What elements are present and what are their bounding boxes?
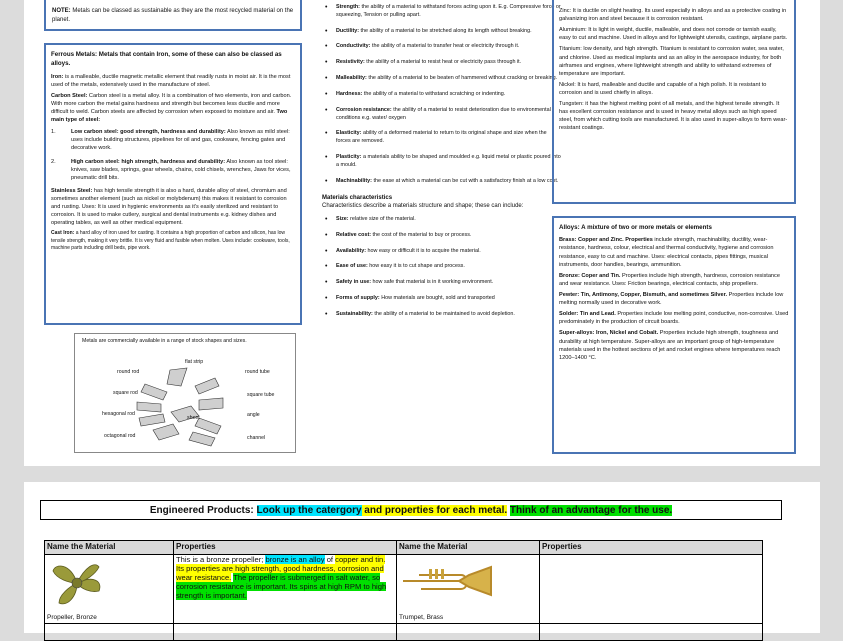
note-box xyxy=(44,0,302,31)
empty-cell[interactable] xyxy=(45,624,174,641)
material-cell-propeller[interactable] xyxy=(45,555,174,624)
characteristics-list xyxy=(322,216,562,319)
note-label: NOTE: xyxy=(52,8,71,14)
label-hexagonal-rod: hexagonal rod xyxy=(102,411,135,417)
characteristic-item: • Size: relative size of the material. xyxy=(322,216,562,224)
empty-cell[interactable] xyxy=(174,624,397,641)
propeller-image xyxy=(47,557,107,609)
characteristic-item: • Forms of supply: How materials are bought, sold and transported xyxy=(322,295,562,303)
characteristic-item: • Ease of use: how easy it is to cut shape and process. xyxy=(322,263,562,271)
property-item: • Conductivity: the ability of a material to transfer heat or electricity through it. xyxy=(322,43,562,51)
property-item: • Elasticity: ability of a deformed material to return to its original shape and size when the forces are removed. xyxy=(322,130,562,146)
bronze-paragraph: Bronze: Coper and Tin. Properties include high strength, hardness, corrosion resistance and wear resistance. Uses: Friction bearings, electrical contacts, ship propellers. xyxy=(559,272,780,287)
characteristic-item: • Safety in use: how safe that material is in it working environment. xyxy=(322,279,562,287)
label-octagonal-rod: octagonal rod xyxy=(104,433,136,439)
ferrous-heading: Ferrous Metals: Metals that contain Iron, some of these can also be classed as alloys. xyxy=(51,51,282,68)
property-item: • Strength: the ability of a material to withstand forces acting upon it. E.g. Compressive force or squeezing, Tension or pulling apart. xyxy=(322,4,562,20)
characteristic-item: • Availability: how easy or difficult it is to acquire the material. xyxy=(322,248,562,256)
header-name-material-2: Name the Material xyxy=(397,541,540,555)
table-header-row xyxy=(45,541,763,555)
titanium-paragraph: Titanium: low density, and high strength. Titanium is resistant to corrosion water, sea water, and chlorine. Used as medical implants and as an alloy in the aerospace industry, for both airframes and engines, where lightweight strength and ability to withstand extremes of temperature are important. xyxy=(559,46,784,77)
label-sheet: sheet xyxy=(187,415,200,421)
note-text: Metals can be classed as sustainable as they are the most recycled material on the planet. xyxy=(52,8,294,23)
round-tube-shape xyxy=(195,378,219,394)
carbon-steel-paragraph: Carbon Steel: Carbon steel is a metal alloy. It is a combination of two elements, iron and carbon. With more carbon the metal gains hardness and strength but becomes less ductile and more difficult to weld. Carbon steels are affected by corrosion when exposed to moisture and air. Two main type of steel: xyxy=(51,92,292,124)
table-row xyxy=(45,555,763,624)
cast-iron-paragraph: Cast Iron: a hard alloy of iron used for casting. It contains a high proportion of carbon and silicon, has low tensile strength, making it very brittle. It is very fluid and fusible when molten. Uses include: cookware, tools, machine parts including drill beds, pipe work. xyxy=(51,230,290,251)
flat-strip-shape xyxy=(167,368,187,386)
square-rod-shape xyxy=(137,402,161,412)
label-angle: angle xyxy=(247,412,260,418)
worksheet-page-1 xyxy=(24,0,820,466)
table-row xyxy=(45,624,763,641)
property-item: • Machinability: the ease at which a material can be cut with a satisfactory finish at a low cost. xyxy=(322,178,562,186)
material-name-trumpet: Trumpet, Brass xyxy=(399,614,444,621)
label-square-rod: square rod xyxy=(113,390,138,396)
round-rod-shape xyxy=(141,384,167,400)
high-carbon-item: 2. High carbon steel: high strength, hardness and durability: Also known as tool steel: knives, saw blades, springs, gear wheels, chains, cold chisels, wrenches, Jaws for vices, pneumatic drill bits. xyxy=(51,158,291,181)
characteristics-section xyxy=(322,194,562,319)
channel-shape xyxy=(189,432,215,446)
trumpet-image xyxy=(399,561,495,607)
engineered-products-table xyxy=(44,540,763,641)
stock-shapes-figure xyxy=(74,333,296,453)
alloys-heading: Alloys: A mixture of two or more metals or elements xyxy=(559,224,712,231)
zinc-paragraph: Zinc: It is ductile on slight heating. Its used especially in alloys and as a protective coating in galvanizing iron and steel because it is corrosion resistant. xyxy=(559,8,787,23)
low-carbon-item: 1. Low carbon steel: good strength, hardness and durability: Also known as mild steel: uses include building structures, pipelines for oil and gas, cookware, fencing gates and decorative work. xyxy=(51,129,290,152)
stainless-paragraph: Stainless Steel: has high tensile strength it is also a hard, durable alloy of steel, chromium and sometimes another element (such as nickel or molybdenum) this makes it resistant to corrosion and rusting. Uses: It is used in hygienic environments as it's easily sterilized and resistant to corrosion. It is used to make cutlery, surgical and dental instruments e.g. kidney dishes and operating tables, as well as other medical equipment. xyxy=(51,187,287,227)
properties-cell-propeller[interactable]: This is a bronze propeller; bronze is an alloy of copper and tin. Its properties are high strength, good hardness, corrosion and wear resistance. The propeller is submerged in salt water, so corrosion resistance is important. Its spins at high RPM to high strength is important. xyxy=(174,555,397,624)
aluminium-paragraph: Aluminium: It is light in weight, ductile, malleable, and does not corrode or tarnish easily, easy to cut and machine. Used in alloys and for lightweight utensils, castings, airplane parts. xyxy=(559,27,788,42)
label-round-tube: round tube xyxy=(245,369,270,375)
non-ferrous-box xyxy=(552,0,796,204)
label-round-rod: round rod xyxy=(117,369,140,375)
property-item: • Resistivity: the ability of a material to resist heat or electricity pass through it. xyxy=(322,59,562,67)
characteristic-item: • Sustainability: the ability of a material to be maintained to avoid depletion. xyxy=(322,311,562,319)
engineered-products-title: Engineered Products: Look up the catergory and properties for each metal. Think of an advantage for the use. xyxy=(40,500,782,520)
hexagonal-rod-shape xyxy=(139,414,165,426)
property-item: • Plasticity: a materials ability to be shaped and moulded e.g. liquid metal or plastic poured into a mould. xyxy=(322,154,562,170)
header-properties: Properties xyxy=(174,541,397,555)
properties-column xyxy=(322,4,562,327)
super-alloys-paragraph: Super-alloys: Iron, Nickel and Cobalt. Properties include high strength, toughness and durability at high temperature. Super-alloys are an important group of high-temperature materials used in the hottest sections of jet and rocket engines where temperatures reach 1200–1400 °C. xyxy=(559,330,781,361)
characteristics-intro: Characteristics describe a materials structure and shape; these can include: xyxy=(322,203,524,210)
ferrous-metals-box xyxy=(44,43,302,325)
properties-list xyxy=(322,4,562,186)
characteristics-heading: Materials characteristics xyxy=(322,194,393,201)
property-item: • Hardness: the ability of a material to withstand scratching or indenting. xyxy=(322,91,562,99)
material-name-propeller: Propeller, Bronze xyxy=(47,614,97,621)
tungsten-paragraph: Tungsten: it has the highest melting point of all metals, and the highest tensile strength. It has excellent corrosion resistance and is used in heavy metal alloys such as high speed steel, from which cutting tools are manufactured. It is also used in super-alloys to form wear-resistant coatings. xyxy=(559,101,788,132)
characteristic-item: • Relative cost: the cost of the material to buy or process. xyxy=(322,232,562,240)
brass-paragraph: Brass: Copper and Zinc. Properties include strength, machinability, ductility, wear-resistance, hardness, colour, electrical and thermal conductivity, hygiene and corrosion resistance, easy to cut and machine. Uses: electrical contacts, pipes fittings, musical instruments, door handles, bearings, ammunition. xyxy=(559,237,774,268)
header-properties-2: Properties xyxy=(540,541,763,555)
label-square-tube: square tube xyxy=(247,392,275,398)
material-cell-trumpet[interactable] xyxy=(397,555,540,624)
alloys-box xyxy=(552,216,796,454)
property-item: • Malleability: the ability of a material to be beaten of hammered without cracking or breaking. xyxy=(322,75,562,83)
pewter-paragraph: Pewter: Tin, Antimony, Copper, Bismuth, and sometimes Silver. Properties include low melting normally used in decorative work. xyxy=(559,291,784,307)
label-flat-strip: flat strip xyxy=(185,359,204,365)
label-channel: channel xyxy=(247,435,266,441)
properties-cell-trumpet[interactable] xyxy=(540,555,763,624)
nickel-paragraph: Nickel: It is hard, malleable and ductile and capable of a high polish. It is resistant to corrosion and is used chiefly in alloys. xyxy=(559,81,767,96)
iron-paragraph: Iron: is a malleable, ductile magnetic metallic element that readily rusts in moist air. It is the most used of the metals, extensively used in the manufacture of steel. xyxy=(51,73,291,88)
header-name-material: Name the Material xyxy=(45,541,174,555)
octagonal-rod-shape xyxy=(153,424,179,440)
square-tube-shape xyxy=(199,398,223,410)
empty-cell[interactable] xyxy=(540,624,763,641)
figure-caption: Metals are commercially available in a range of stock shapes and sizes. xyxy=(82,338,247,344)
property-item: • Ductility: the ability of a material to be stretched along its length without breaking. xyxy=(322,28,562,36)
property-item: • Corrosion resistance: the ability of a material to resist deterioration due to environmental conditions e.g. water/ oxygen xyxy=(322,107,562,123)
solder-paragraph: Solder: Tin and Lead. Properties include low melting point, conductive, non-corrosive. Used predominately in the production of circuit boards. xyxy=(559,311,789,326)
empty-cell[interactable] xyxy=(397,624,540,641)
worksheet-page-2 xyxy=(24,482,820,633)
